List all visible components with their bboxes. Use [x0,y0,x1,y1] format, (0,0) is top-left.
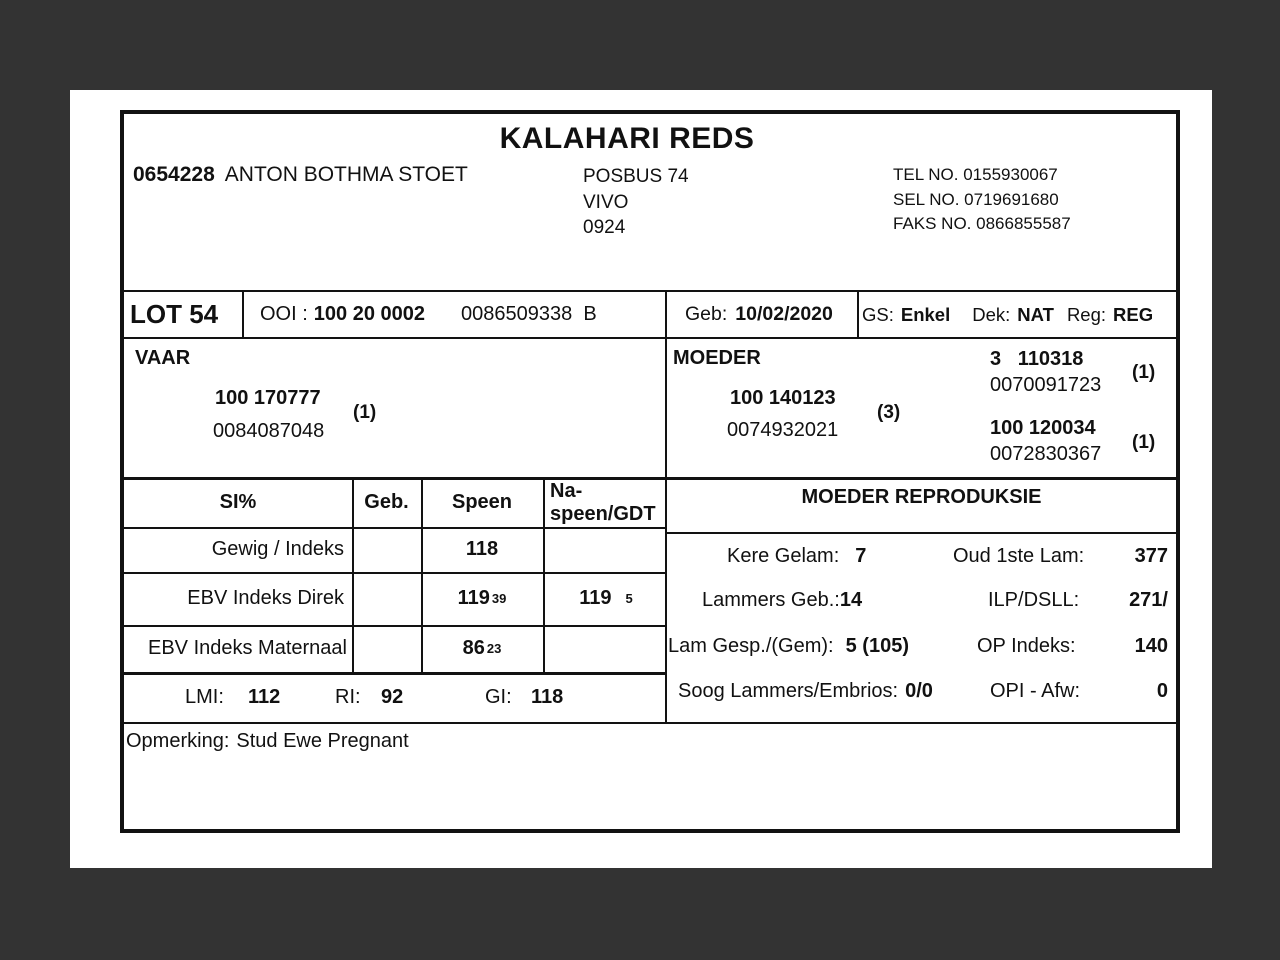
repro-row-soog-lammers [667,676,1176,706]
sire-section-label: VAAR [135,347,191,369]
address-line-2: VIVO [583,191,629,213]
repro-row-lammers-geb [667,585,1176,615]
lot-ooi-cell [242,290,683,339]
sire-name: 100 170777 [215,387,321,409]
lot-birthdate-cell [665,290,877,339]
op-indeks-value: 140 [1134,635,1168,657]
table-value-ebv-direk-speen [421,572,543,625]
table-header-si: SI% [219,490,257,513]
reg-label: Reg: [1066,304,1107,325]
opi-afw-value: 0 [1156,680,1168,702]
ebv-direk-speen-value: 119 [457,587,490,609]
lammers-geb-label: Lammers Geb.: [702,589,840,611]
gi-value: 118 [531,686,564,708]
ri-label: RI: [335,686,361,708]
document-page [70,90,1212,868]
dam-dam-count: (1) [1132,432,1156,453]
soog-lammers-label: Soog Lammers/Embrios: [678,680,899,702]
tel-line: TEL NO. 0155930067 [893,165,1058,184]
table-header-geb: Geb. [364,490,409,513]
dam-section-label: MOEDER [673,347,761,369]
table-header-naspeen [550,480,656,526]
table-header-naspeen-line1: Na- [550,480,583,502]
gi-label: GI: [485,686,512,708]
repro-left-pair [727,541,866,571]
ebv-direk-naspeen-value: 119 [579,587,612,609]
lammers-geb-value: 14 [839,589,863,611]
soog-lammers-value: 0/0 [905,680,933,702]
kere-gelam-label: Kere Gelam: [727,545,840,567]
repro-left-pair [702,585,862,615]
table-row-label-ebv-direk: EBV Indeks Direk [187,587,344,609]
cell-line: SEL NO. 0719691680 [893,189,1059,209]
address-line-3: 0924 [583,217,626,238]
gs-value: Enkel [900,304,951,325]
opi-afw-label: OPI - Afw: [990,680,1081,702]
divider-repro-header [667,532,1176,534]
ebv-maternaal-speen-accuracy: 23 [486,641,502,656]
table-header-speen: Speen [451,490,513,513]
sire-count: (1) [353,402,377,423]
address-line-1: POSBUS 74 [583,166,689,187]
lot-number: LOT 54 [130,299,219,329]
ooi-number: 100 20 0002 [313,303,426,325]
indices-row [124,672,667,722]
sire-reg-number: 0084087048 [213,420,325,442]
ooi-label: OOI : [260,303,308,325]
dam-dam-name: 100 120034 [990,417,1096,439]
dek-value: NAT [1017,304,1054,325]
repro-row-lam-gesp [667,631,1176,661]
ilp-dsll-label: ILP/DSLL: [988,589,1080,611]
ooi-id: 0086509338 B [461,303,597,325]
address-block [583,164,689,241]
lmi-value: 112 [248,686,281,708]
dam-sire-reg-number: 0070091723 [990,374,1102,396]
geb-label: Geb: [685,303,728,325]
oud-1ste-lam-label: Oud 1ste Lam: [953,545,1085,567]
lot-card [120,110,1180,833]
oud-1ste-lam-value: 377 [1134,545,1168,567]
ri-value: 92 [381,686,404,708]
dek-label: Dek: [972,304,1011,325]
dam-count: (3) [877,402,901,423]
gs-label: GS: [862,304,894,325]
lot-status-cell [857,290,1176,339]
dam-sire-name: 3 110318 [990,348,1084,370]
repro-left-pair [678,676,933,706]
ebv-direk-speen-accuracy: 39 [491,591,507,606]
reg-value: REG [1113,304,1154,325]
lam-gesp-value: 5 (105) [845,635,909,657]
fax-line: FAKS NO. 0866855587 [893,214,1071,233]
breeder-number: 0654228 [133,163,215,186]
contact-block [893,163,1071,237]
remark-label: Opmerking: [126,730,230,752]
table-row-label-ebv-maternaal: EBV Indeks Maternaal [148,637,347,659]
lmi-label: LMI: [185,686,224,708]
ilp-dsll-value: 271/ [1129,589,1168,611]
dam-name: 100 140123 [730,387,836,409]
ebv-maternaal-speen-value: 86 [462,637,485,659]
reproduction-title: MOEDER REPRODUKSIE [801,486,1042,508]
repro-row-kere-gelam [667,541,1176,571]
page-title: KALAHARI REDS [499,122,755,155]
lam-gesp-label: Lam Gesp./(Gem): [668,635,834,657]
table-value-ebv-direk-naspeen [545,572,667,625]
table-value-gewig-speen: 118 [465,538,499,560]
dam-dam-reg-number: 0072830367 [990,443,1102,465]
repro-left-pair [668,631,909,661]
table-row-label-gewig: Gewig / Indeks [211,538,344,560]
dam-sire-count: (1) [1132,362,1156,383]
geb-value: 10/02/2020 [735,303,833,325]
breeder-line [133,162,468,188]
remark-line [126,728,409,754]
ebv-direk-naspeen-accuracy: 5 [625,591,633,606]
divider-remark-top [124,722,1176,724]
breeder-name: ANTON BOTHMA STOET [224,163,468,186]
remark-text: Stud Ewe Pregnant [236,730,409,752]
op-indeks-label: OP Indeks: [977,635,1076,657]
kere-gelam-value: 7 [855,545,867,567]
table-value-ebv-maternaal-speen [421,625,543,672]
dam-reg-number: 0074932021 [727,419,839,441]
table-header-naspeen-line2: speen/GDT [550,503,656,525]
